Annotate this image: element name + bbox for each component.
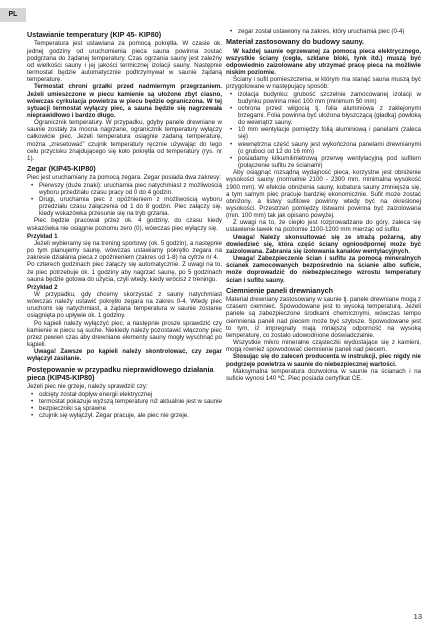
paragraph: Jeżeli piec nie grzeje, należy sprawdzić czy:	[27, 383, 148, 391]
paragraph: Po kąpieli należy wyłączyć piec, a następnie prosze sprawdzić czy kamienie w piecu są suche. Niekiedy należy pozostawić włączony piec przez pewien czas aby drewniane elementy sauny mogły wyschnąć po kąpieli.	[27, 319, 222, 349]
right-column	[226, 28, 421, 382]
list-item: • ochrona przed wilgocią tj. folia aluminiowa z zaklejonymi brzegami. Folia powinna być ułożona błyszczącą (gładką) powłoką do wewnątrz sauny.	[226, 105, 421, 126]
example-heading: Przykład 2	[27, 283, 58, 291]
language-tab: PL	[0, 8, 26, 22]
section-heading-temperature: Ustawianie temperatury (KIP 45- KIP80)	[27, 30, 162, 39]
paragraph-bold: Termostat chroni grzałki przed nadmiernym przegrzaniem. Jeżeli umieszczone w piecu kamienie są ułożone zbyt ciasno, wówczas cyrkulacja powietrza w piecu będzie ograniczona. W tej sytuacji termostat wyłączy piec, a sauna będzie się nagrzewała nieprawidłowo i bardzo długo.	[27, 83, 222, 119]
paragraph: Wszystkie mikro minerałne cząsteczki wydostające się z kamieni, mogą również spowodować ciemnienie paneli nad piecem.	[226, 339, 421, 354]
section-heading-troubleshooting: Postępowanie w przypadku nieprawidłowego działania pieca (KIP45-KIP80)	[27, 364, 214, 382]
paragraph: Ściany i sufit pomieszczenia, w którym ma stanąć sauna muszą być przygotowane w następujący sposób:	[226, 76, 421, 91]
list-item: • Pierwszy (duże znaki): uruchamia piec natychmiast z możliwością wyboru przedziału czasu pracy od 0 do 4 godzin.	[27, 182, 222, 196]
list-item: • posiadamy kilkumilimetrową przerwę wentylacyjną pod sufitem (połączenie sufitu ze ścianami)	[226, 155, 421, 169]
example-heading: Przykład 1	[27, 232, 58, 240]
bullet-list	[226, 91, 421, 170]
list-item: • bezpieczniki są sprawne	[27, 405, 222, 412]
bullet-list	[27, 391, 222, 420]
left-column	[27, 28, 222, 419]
bullet-list	[226, 28, 421, 35]
list-item: • czujnik się wyłączył. Zegar pracuje, ale piec nie grzeje.	[27, 412, 222, 419]
list-item: • termostat pokazuje wyższą temperaturę niż aktualnie jest w saunie	[27, 398, 222, 405]
section-heading-timer: Zegar (KIP45-KIP80)	[27, 164, 96, 174]
paragraph: Maksymalna temperatura dozwolona w saunie na ścianach i na suficie wynosi 140 ºC. Piec posiada certyfikat CE.	[226, 367, 421, 382]
list-item: • Drugi, uruchamia piec z opóźnieniem z możliwością wyboru przedziału czasu załączenia od 1 do 8 godzin. Piec załączy się, kiedy wskazówka przesunie się na tryb grzania.	[27, 196, 222, 217]
paragraph-bold: W każdej saunie ogrzewanej za pomocą pieca elektrycznego, wszystkie ściany (cegła, szklane bloki, tynk itd.) muszą być odpowiednio zaizolowane aby utrzymać pracę pieca na możliwie niskim poziomie.	[226, 47, 421, 77]
paragraph: Po czterech godzinach piec załączy się automatycznie. Z uwagi na to, że piec potrzebuje ok. 1 godziny aby nagrzać saunę, po 5 godzinach sauna będzie gotowa do użycia, czyli wtedy, kiedy wrócisz z treningu.	[27, 261, 222, 283]
paragraph: Z uwagi na to, że ciepło jest rozprowadzane do góry, zaleca się ustawienie ławek na poziomie 1100-1200 mm mierząc od sufitu.	[226, 219, 421, 234]
section-heading-darkening: Ciemnienie paneli drewnianych	[226, 285, 334, 295]
bullet-list	[27, 182, 222, 218]
section-heading-materials: Materiał zastosowany do budowy sauny.	[226, 37, 365, 47]
paragraph: Materiał drewniany zastosowany w saunie tj. panele drewniane mogą z czasem ciemnieć. Spowodowane jest to wysoką temperaturą. Jeżeli panele są zabezpieczone środkami chemicznymi, wówczas tempo ciemnienia paneli nad piecem może być szybsze. Spowodowane jest to tym, iż impregnaty mają mniejszą odporność na wysoką temperaturę, co zostało udowodnione doświadczalnie.	[226, 296, 421, 339]
paragraph: Jeżeli wybieramy się na trening sportowy (ok. 5 godzin), a następnie po tym planujemy saunę, wówczas ustawiamy pokrętło zegara na zakresie działania pieca z opóźnieniem (zakres od 1-8) na cyfrze nr 4.	[27, 239, 222, 262]
paragraph: Ogranicznik temperatury. W przypadku, gdyby panele drewniane w saunie zostały za mocna nagrzane, ogranicznik temperatury wyłączy całkowicie piec. Jeżeli temperatura osiągnie zadaną temperaturę, można „zresetować” czujnik temperatury ręcznie używając do tego celu przycisku znajdującego się koło pokrętła od temperatury (rys. nr 1).	[27, 119, 222, 162]
paragraph: Piec jest uruchamiany za pomocą zegara. Zegar posiada dwa zakresy:	[27, 174, 221, 182]
paragraph: Aby osiągnąć rozsądną wydajność pieca, korzystne jest obniżenie wysokości sauny (normalnie 2100 - 2300 mm, minimalna wysokość 1900 mm). W efekcie obniżenia sauny, kubatura sauny zmniejsza się, a tym samym piec pracuje bardziej ekonomicznie. Sufit może zostać obniżony, a listwy sufitowe powinny wtedy być na określonej wysokości. Przestrzeń pomiędzy listwami powinna być zaizolowana (min. 100 mm) tak jak opisano powyżej.	[226, 169, 421, 220]
paragraph: Piec będzie pracował przez ok. 4 godziny, do czasu kiedy wskazówka nie osiągnie poziomu zero (0), wówczas piec wyłączy się.	[27, 217, 222, 232]
paragraph: W przypadku, gdy chcemy skorzystać z sauny natychmiast wówczas należy ustawić pokrętło zegara na zakres 0-4. Wtedy piec uruchomi się natychmiast, a żądana temperatura w saunie zostanie osiągnięta po upływie ok. 1 godziny.	[27, 290, 222, 320]
page-number: 13	[413, 612, 422, 621]
list-item: • zegar został ustawiony na zakres, który uruchamia piec (0-4)	[226, 28, 421, 35]
list-item: • odcięty został dopływ energii elektrycznej	[27, 391, 222, 398]
list-item: • wewnętrzna część sauny jest wykończona panelami drewnianymi (o gruboci od 12 do 16 mm)	[226, 141, 421, 155]
paragraph-bold: Stosując się do zaleceń producenta w instrukcji, piec nigdy nie podgrzeje powietrza w saunie do niebezpiecznej wartości.	[226, 353, 421, 368]
list-item: • izolacja budynku: grubość szczelnie zamocowanej izolacji w budynku powinna mieć 100 mm (minimum 50 mm)	[226, 91, 421, 105]
paragraph: Temperatura jest ustawiana za pomocą pokrętła. W czasie ok. jednej godziny od uruchomienia pieca sauna powinna zostać podgrzana do żądanej temperatury. Czas ogrzania sauny jest zależny od wielkości sauny i jej jakości termicznej izolacji sauny. Następnie termostat będzie automatycznie podtrzymywał w saunie żądaną temperaturę.	[27, 40, 222, 84]
warning-paragraph: Uwaga! Należy skonsultować się ze strażą pożarną, aby dowiedzieć się, która część ściany ognioodpornej może być zaizolowana. Zabrania się izolowania kanałów wentylacyjnych.	[226, 233, 421, 255]
warning-paragraph: Uwaga! Zawsze po kąpieli należy skontrolować, czy zegar wyłączył zasilanie.	[27, 348, 222, 363]
list-item: • 10 mm wentylacje pomiędzy folią aluminiową i panelami (zaleca się)	[226, 126, 421, 140]
warning-paragraph: Uwaga! Zabezpieczenie ścian i sufitu za pomocą mineralnych ścianek zamocowanych bezpośrednio na ścianie albo suficie, może doprowadzić do niebezpiecznego wzrostu temperatury ścian i sufitu sauny.	[226, 255, 421, 284]
